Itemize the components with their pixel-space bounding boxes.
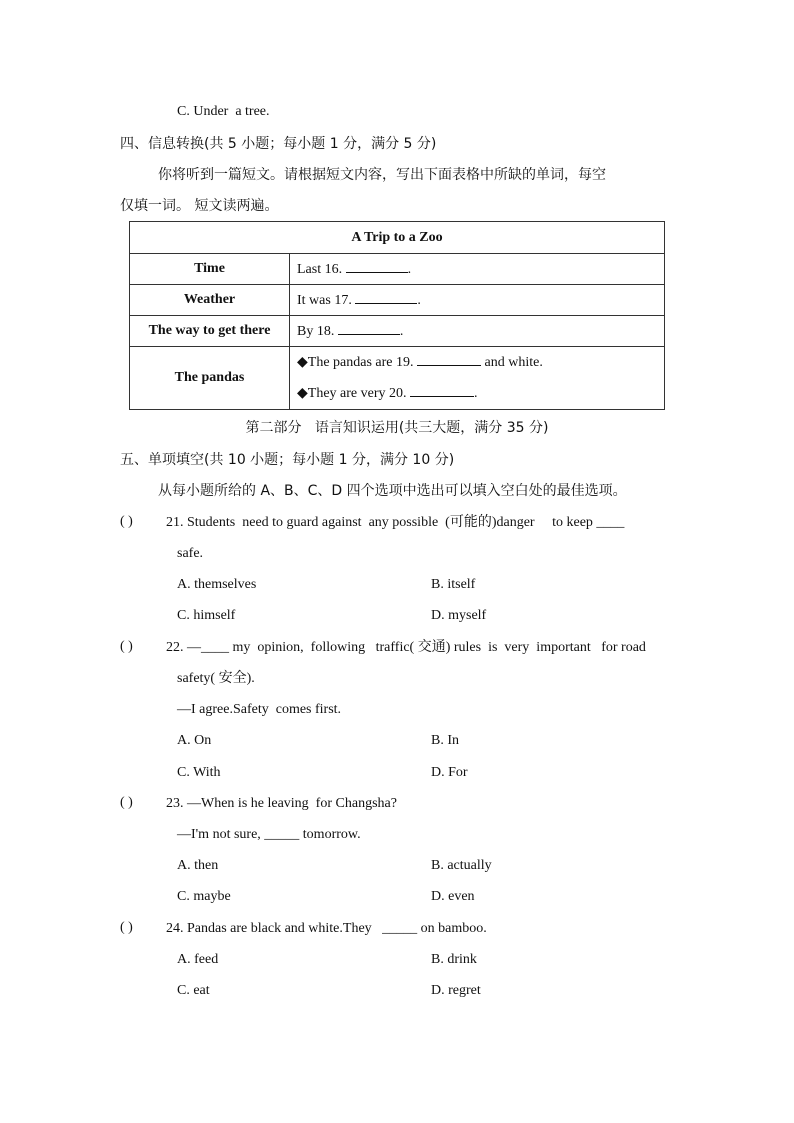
question-22-option-b[interactable]: B. In (431, 733, 459, 748)
answer-blank-17[interactable] (355, 291, 417, 304)
question-21-option-b[interactable]: B. itself (431, 577, 476, 592)
row-value-pandas (290, 347, 665, 410)
question-24-option-d[interactable]: D. regret (431, 983, 481, 998)
table-row (130, 285, 665, 316)
table-row (130, 347, 665, 410)
question-21-option-c[interactable]: C. himself (177, 608, 236, 623)
answer-paren-24[interactable]: ( ) (120, 920, 133, 935)
table-row (130, 254, 665, 285)
row-suffix: . (407, 262, 412, 277)
question-23-option-c[interactable]: C. maybe (177, 889, 231, 904)
pandas-line2-prefix: ◆They are very 20. (297, 386, 410, 401)
answer-paren-22[interactable]: ( ) (120, 639, 133, 654)
row-suffix: . (399, 324, 404, 339)
row-value-weather (290, 285, 665, 316)
question-23-stem-line1: 23. —When is he leaving for Changsha? (166, 796, 397, 811)
row-label-weather: Weather (130, 285, 290, 316)
row-value-way (290, 316, 665, 347)
question-22-stem-line2: safety( 安全). (177, 671, 255, 686)
section-4-heading: 四、信息转换(共 5 小题；每小题 1 分，满分 5 分) (120, 136, 437, 152)
pandas-line1-prefix: ◆The pandas are 19. (297, 355, 417, 370)
pandas-line2-suffix: . (474, 386, 478, 401)
question-23-option-a[interactable]: A. then (177, 858, 219, 873)
question-22-option-a[interactable]: A. On (177, 733, 212, 748)
row-prefix: Last 16. (297, 262, 346, 277)
part-2-heading: 第二部分 语言知识运用(共三大题，满分 35 分) (245, 420, 549, 436)
answer-blank-19[interactable] (417, 353, 481, 366)
row-suffix: . (417, 293, 421, 308)
question-24-option-c[interactable]: C. eat (177, 983, 210, 998)
question-24-option-b[interactable]: B. drink (431, 952, 477, 967)
row-prefix: By 18. (297, 324, 338, 339)
row-label-way: The way to get there (130, 316, 290, 347)
row-label-pandas: The pandas (130, 347, 290, 410)
question-23-stem-line2: —I'm not sure, _____ tomorrow. (177, 827, 361, 842)
question-23-option-d[interactable]: D. even (431, 889, 475, 904)
question-22-option-c[interactable]: C. With (177, 765, 221, 780)
question-22-option-d[interactable]: D. For (431, 765, 468, 780)
answer-paren-23[interactable]: ( ) (120, 795, 133, 810)
answer-blank-16[interactable] (346, 260, 408, 273)
question-24-option-a[interactable]: A. feed (177, 952, 219, 967)
table-row (130, 316, 665, 347)
question-24-stem-line1: 24. Pandas are black and white.They _____ on bamboo. (166, 921, 487, 936)
question-21-option-d[interactable]: D. myself (431, 608, 487, 623)
question-23-option-b[interactable]: B. actually (431, 858, 492, 873)
pandas-line1-suffix: and white. (481, 355, 543, 370)
section-4-instruction-line1: 你将听到一篇短文。请根据短文内容，写出下面表格中所缺的单词，每空 (158, 167, 606, 183)
section-4-instruction-line2: 仅填一词。 短文读两遍。 (120, 198, 279, 214)
answer-blank-18[interactable] (338, 322, 400, 335)
previous-question-option-c: C. Under a tree. (177, 104, 270, 119)
row-prefix: It was 17. (297, 293, 356, 308)
question-21-stem-line2: safe. (177, 546, 204, 561)
section-5-heading: 五、单项填空(共 10 小题；每小题 1 分，满分 10 分) (120, 452, 455, 468)
table-title: A Trip to a Zoo (130, 222, 665, 254)
question-22-stem-line3: —I agree.Safety comes first. (177, 702, 342, 717)
question-22-stem-line1: 22. —____ my opinion, following traffic( 交通) rules is very important for road (166, 640, 646, 655)
section-5-instruction: 从每小题所给的 A、B、C、D 四个选项中选出可以填入空白处的最佳选项。 (158, 483, 627, 499)
question-21-option-a[interactable]: A. themselves (177, 577, 257, 592)
question-21-stem-line1: 21. Students need to guard against any possible (可能的)danger to keep ____ (166, 515, 625, 530)
info-table (129, 221, 665, 410)
row-value-time (290, 254, 665, 285)
row-label-time: Time (130, 254, 290, 285)
answer-blank-20[interactable] (410, 384, 474, 397)
answer-paren-21[interactable]: ( ) (120, 514, 133, 529)
